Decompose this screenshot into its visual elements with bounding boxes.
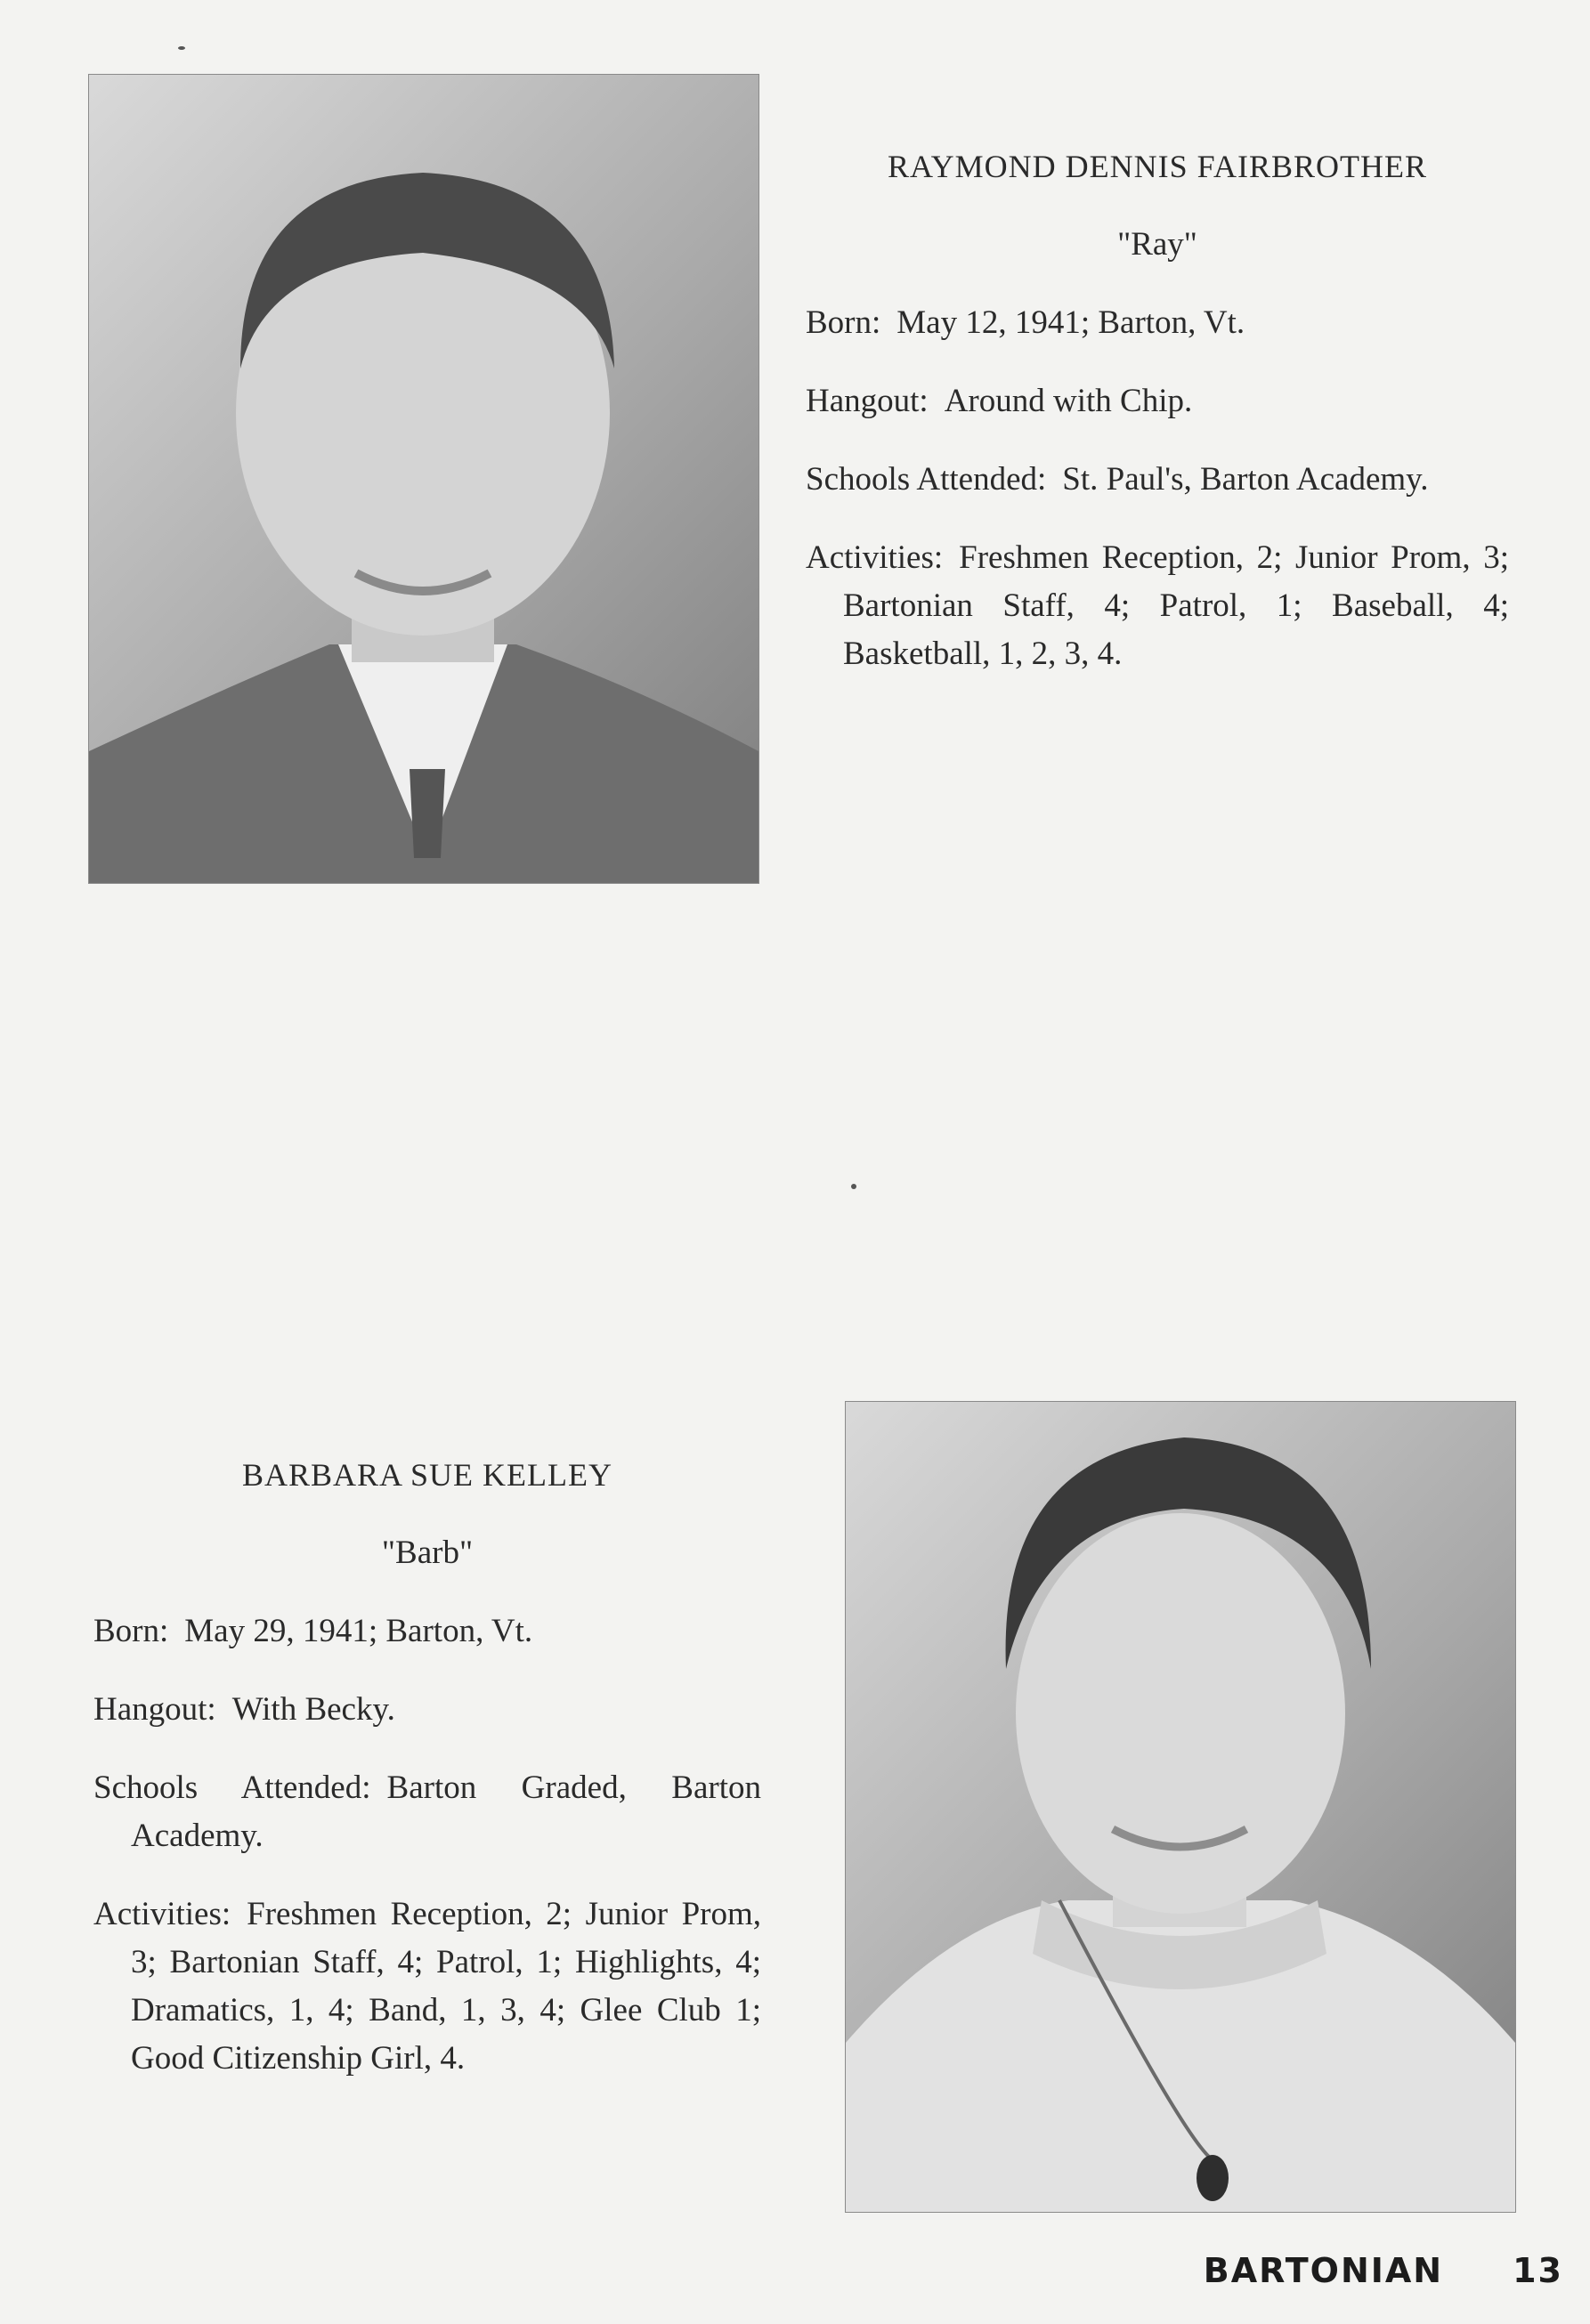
activities-value: Freshmen Reception, 2; Junior Prom, 3; Bartonian Staff, 4; Patrol, 1; Baseball, 4; Basketball, 1, 2, 3, 4. (843, 539, 1509, 672)
schools-value: St. Paul's, Barton Academy. (1062, 461, 1429, 498)
student-2-born (93, 1607, 761, 1656)
student-1-name: RAYMOND DENNIS FAIRBROTHER (887, 149, 1428, 184)
schools-label: Schools Attended: (806, 461, 1047, 498)
schools-label: Schools Attended: (93, 1769, 371, 1806)
born-value: May 29, 1941; Barton, Vt. (184, 1613, 533, 1649)
student-1-born (806, 299, 1509, 347)
activities-label: Activities: (93, 1896, 231, 1932)
born-label: Born: (806, 304, 881, 341)
born-value: May 12, 1941; Barton, Vt. (896, 304, 1245, 341)
student-2-bio (93, 1451, 761, 2113)
print-speck (851, 1184, 856, 1189)
page-number: 13 (1513, 2251, 1563, 2290)
portrait-photo-girl-icon (846, 1402, 1515, 2212)
hangout-value: Around with Chip. (944, 383, 1193, 419)
student-1-nickname: "Ray" (1117, 226, 1197, 263)
student-2-nickname: "Barb" (381, 1534, 474, 1571)
hangout-label: Hangout: (93, 1691, 216, 1728)
hangout-value: With Becky. (231, 1691, 395, 1728)
portrait-photo-boy-icon (89, 75, 758, 883)
student-1-bio (806, 142, 1509, 709)
student-2-hangout (93, 1686, 761, 1734)
student-2-name: BARBARA SUE KELLEY (241, 1457, 613, 1493)
student-1-schools (806, 456, 1509, 504)
student-2-activities (93, 1891, 761, 2083)
activities-label: Activities: (806, 539, 944, 576)
student-1-activities (806, 534, 1509, 678)
activities-value: Freshmen Reception, 2; Junior Prom, 3; Bartonian Staff, 4; Patrol, 1; Highlights, 4; Dramatics, 1, 4; Band, 1, 3, 4; Glee Club 1; Good Citizenship Girl, 4. (131, 1896, 761, 2077)
publication-name: BARTONIAN (1203, 2251, 1444, 2290)
student-2-schools (93, 1764, 761, 1860)
print-speck (178, 46, 185, 50)
portrait-photo-girl (846, 1402, 1515, 2212)
schools-value: Barton Graded, Barton Academy. (131, 1769, 761, 1854)
page-footer (1204, 2251, 1563, 2290)
hangout-label: Hangout: (806, 383, 929, 419)
born-label: Born: (93, 1613, 169, 1649)
student-1-hangout (806, 377, 1509, 425)
portrait-photo-boy (89, 75, 758, 883)
